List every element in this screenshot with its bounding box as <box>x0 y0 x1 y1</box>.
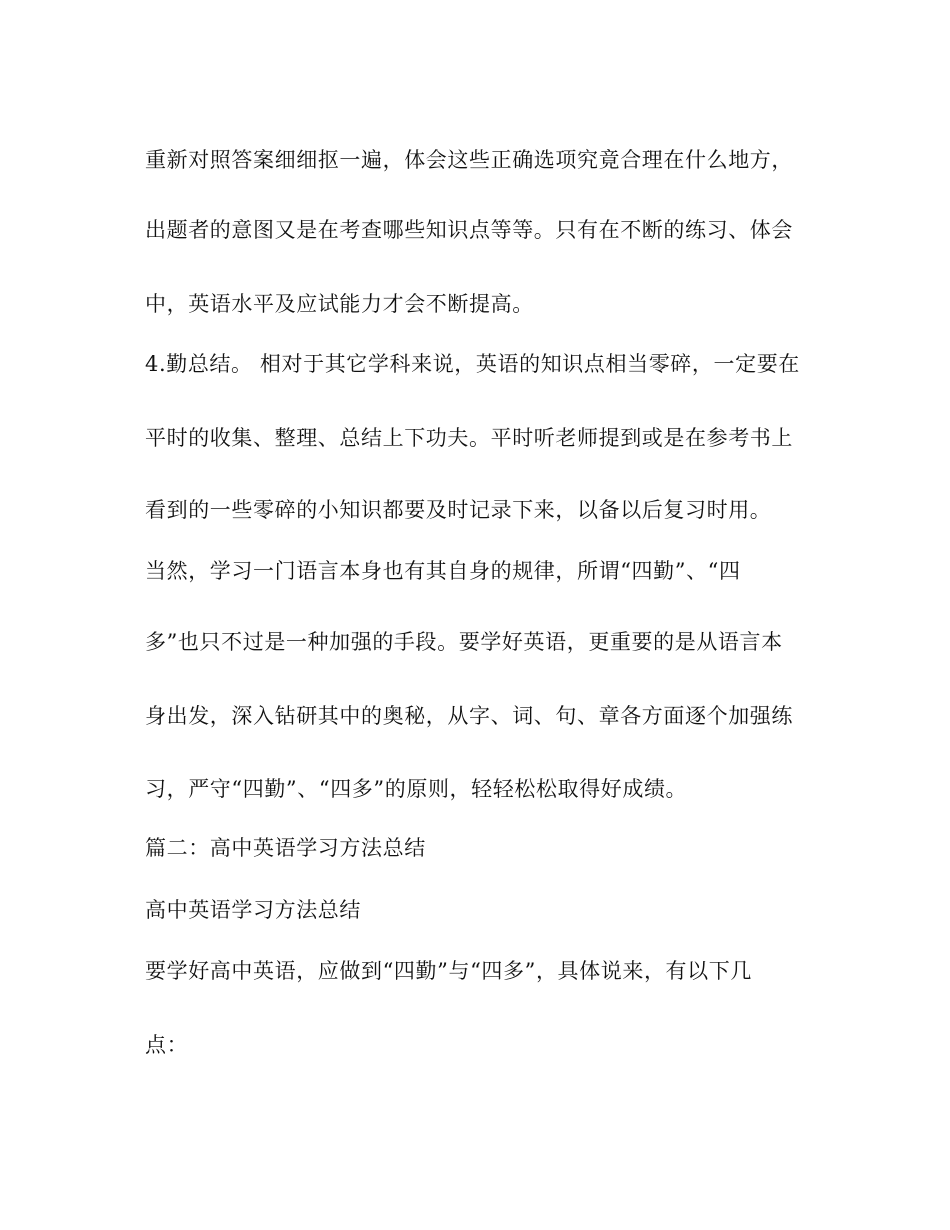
paragraph-line: 中，英语水平及应试能力才会不断提高。 <box>145 292 534 316</box>
paragraph-line: 习，严守“四勤”、“四多”的原则，轻轻松松取得好成绩。 <box>145 777 688 801</box>
paragraph-line: 点： <box>145 1033 189 1057</box>
section-heading: 篇二：高中英语学习方法总结 <box>145 836 426 860</box>
paragraph-line: 重新对照答案细细抠一遍，体会这些正确选项究竟合理在什么地方， <box>145 148 793 172</box>
paragraph-line: 身出发，深入钻研其中的奥秘，从字、词、句、章各方面逐个加强练 <box>145 704 793 728</box>
paragraph-line: 平时的收集、整理、总结上下功夫。平时听老师提到或是在参考书上 <box>145 426 793 450</box>
paragraph-line: 看到的一些零碎的小知识都要及时记录下来，以备以后复习时用。 <box>145 498 772 522</box>
paragraph-line: 出题者的意图又是在考查哪些知识点等等。只有在不断的练习、体会 <box>145 218 793 242</box>
paragraph-line: 要学好高中英语，应做到“四勤”与“四多”，具体说来，有以下几 <box>145 959 752 983</box>
paragraph-line: 4.勤总结。 相对于其它学科来说，英语的知识点相当零碎，一定要在 <box>145 352 800 376</box>
paragraph-line: 多”也只不过是一种加强的手段。要学好英语，更重要的是从语言本 <box>145 630 783 654</box>
document-title: 高中英语学习方法总结 <box>145 898 361 922</box>
paragraph-line: 当然，学习一门语言本身也有其自身的规律，所谓“四勤”、“四 <box>145 559 741 583</box>
